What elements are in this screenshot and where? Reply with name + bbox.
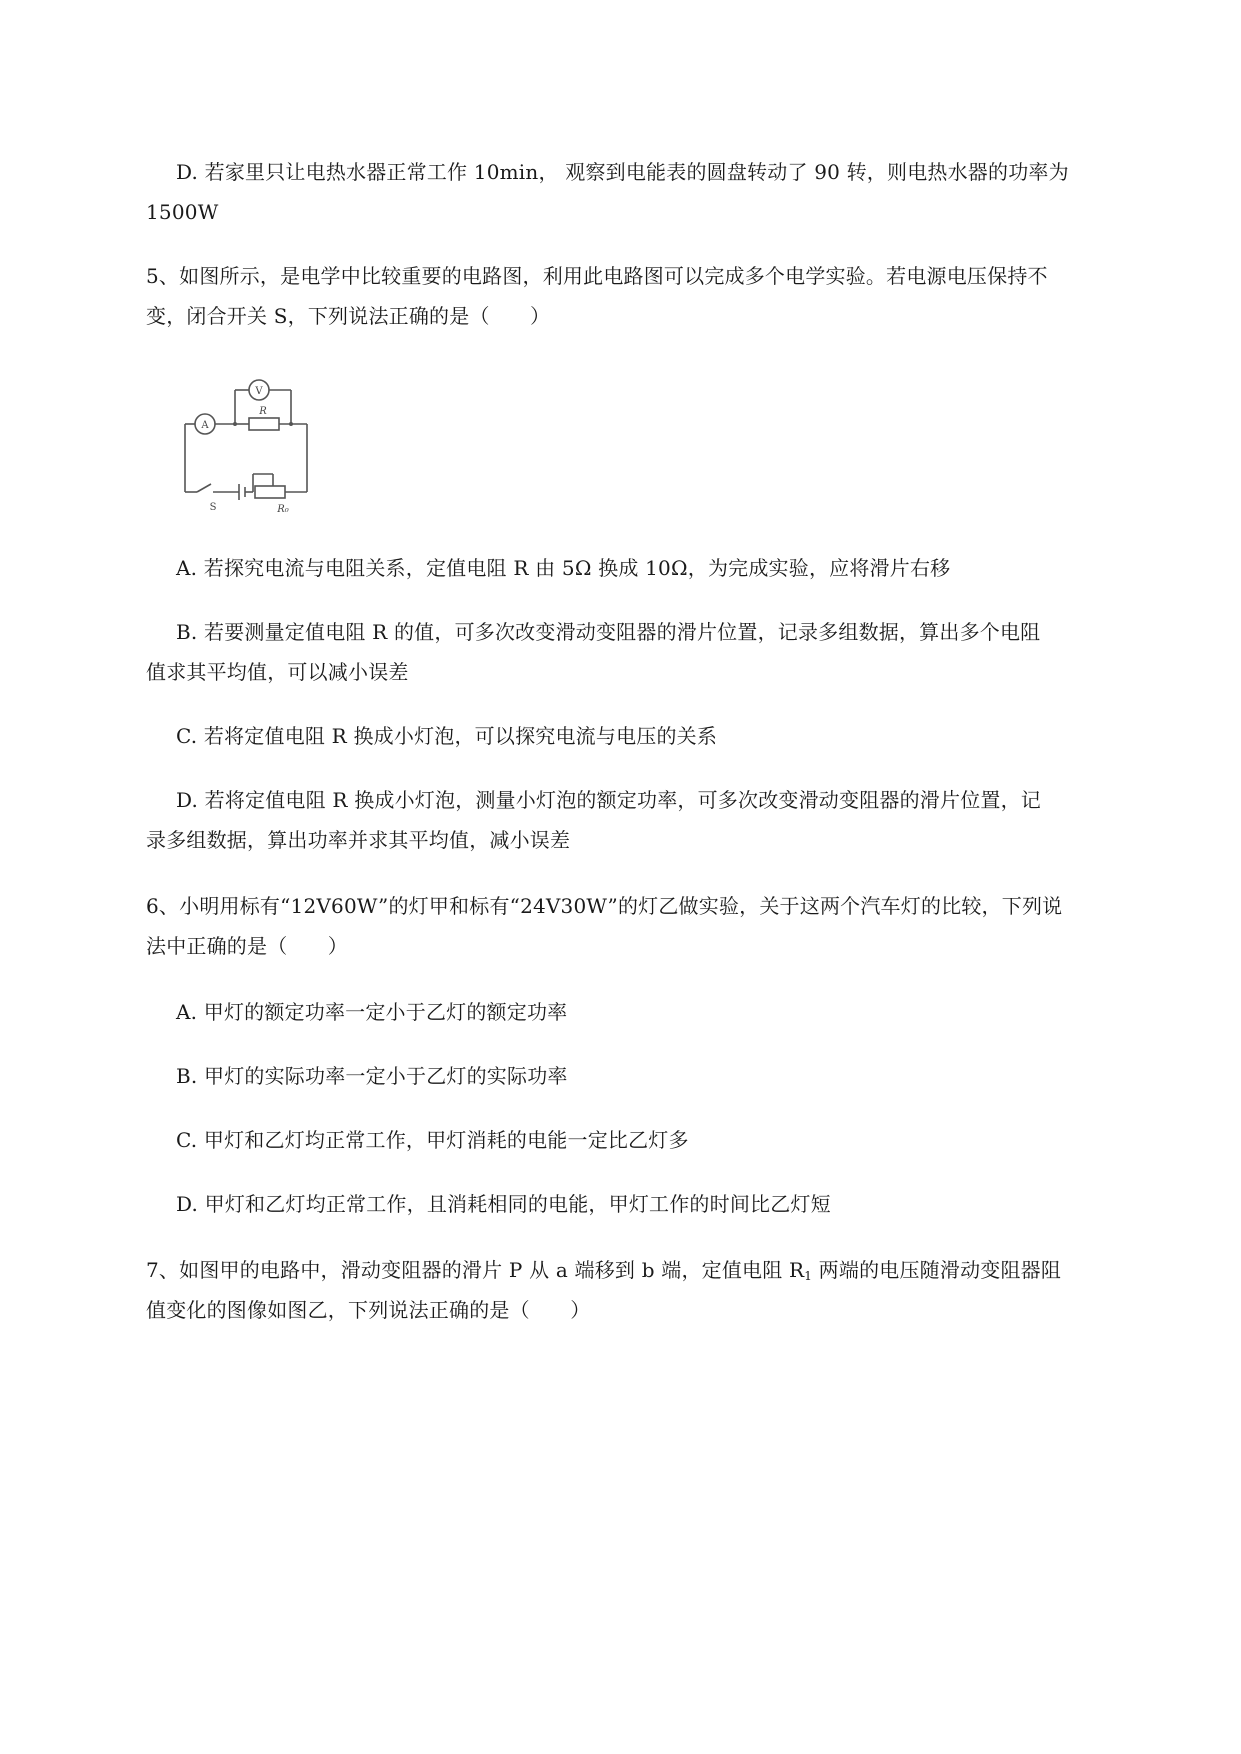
q5-option-c: C. 若将定值电阻 R 换成小灯泡，可以探究电流与电压的关系 [176,724,718,748]
voltmeter-label: V [255,386,263,397]
q5-option-b-line2: 值求其平均值，可以减小误差 [146,660,409,684]
q6-option-b: B. 甲灯的实际功率一定小于乙灯的实际功率 [176,1064,568,1088]
ammeter-label: A [201,420,209,431]
q6-option-d: D. 甲灯和乙灯均正常工作，且消耗相同的电能，甲灯工作的时间比乙灯短 [176,1192,831,1216]
q5-option-a: A. 若探究电流与电阻关系，定值电阻 R 由 5Ω 换成 10Ω，为完成实验，应将滑片右移 [176,556,951,580]
q4-option-d-line2: 1500W [146,200,219,224]
rheostat-label: R₀ [277,504,289,515]
q7-stem-line2: 值变化的图像如图乙，下列说法正确的是（ ） [146,1298,591,1322]
q5-option-d-line1: D. 若将定值电阻 R 换成小灯泡，测量小灯泡的额定功率，可多次改变滑动变阻器的滑片位置，记 [176,788,1042,812]
q5-option-b-line1: B. 若要测量定值电阻 R 的值，可多次改变滑动变阻器的滑片位置，记录多组数据，算出多个电阻 [176,620,1041,644]
q5-circuit-diagram [183,368,325,518]
q6-stem-line2: 法中正确的是（ ） [146,934,348,958]
q6-option-a: A. 甲灯的额定功率一定小于乙灯的额定功率 [176,1000,568,1024]
switch-label: S [209,502,217,513]
resistor-label: R [259,406,267,417]
q7-stem-line1 [146,1256,1061,1290]
q7-r1-subscript: 1 [804,1269,813,1283]
q7-stem-line1-part1: 7、如图甲的电路中，滑动变阻器的滑片 P 从 a 端移到 b 端，定值电阻 R [146,1258,805,1282]
q5-stem-line2: 变，闭合开关 S，下列说法正确的是（ ） [146,304,551,328]
q5-stem-line1: 5、如图所示，是电学中比较重要的电路图，利用此电路图可以完成多个电学实验。若电源电压保持不 [146,264,1048,288]
q5-option-d-line2: 录多组数据，算出功率并求其平均值，减小误差 [146,828,571,852]
q6-option-c: C. 甲灯和乙灯均正常工作，甲灯消耗的电能一定比乙灯多 [176,1128,689,1152]
q4-option-d-line1: D. 若家里只让电热水器正常工作 10min， 观察到电能表的圆盘转动了 90 转，则电热水器的功率为 [176,160,1069,184]
q7-stem-line1-part2: 两端的电压随滑动变阻器阻 [812,1258,1062,1282]
q6-stem-line1: 6、小明用标有“12V60W”的灯甲和标有“24V30W”的灯乙做实验，关于这两个汽车灯的比较，下列说 [146,894,1063,918]
